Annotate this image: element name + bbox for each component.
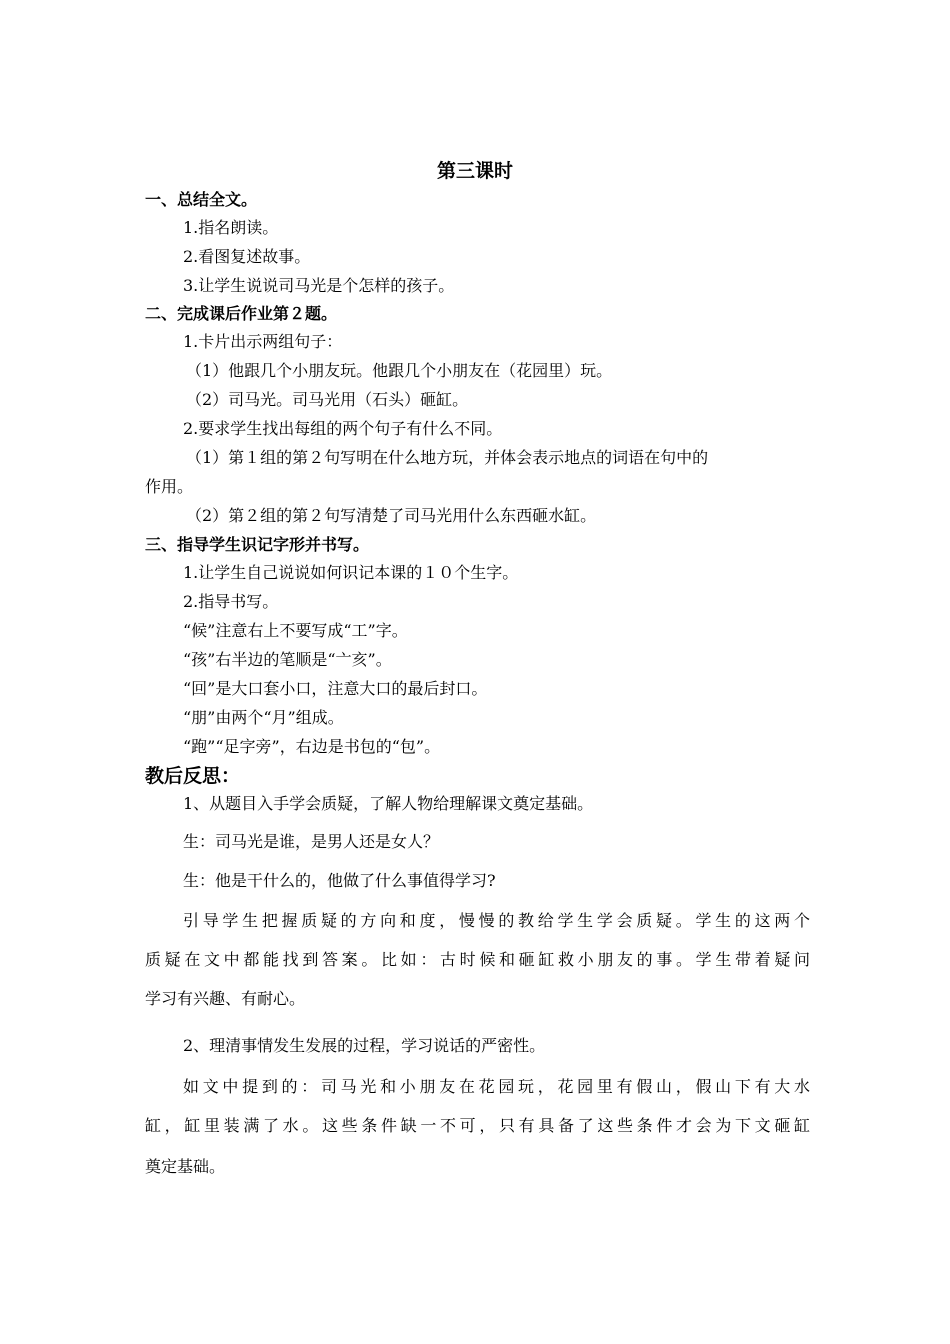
list-item: 1.让学生自己说说如何识记本课的１０个生字。 (183, 563, 519, 582)
list-item-continuation: 作用。 (145, 477, 194, 496)
list-item: （1）第１组的第２句写明在什么地方玩，并体会表示地点的词语在句中的 (186, 448, 709, 467)
list-item: “回”是大口套小口，注意大口的最后封口。 (183, 679, 488, 698)
reflection-line: 1、从题目入手学会质疑，了解人物给理解课文奠定基础。 (183, 794, 594, 813)
list-item: “候”注意右上不要写成“工”字。 (183, 621, 408, 640)
reflection-heading: 教后反思： (145, 765, 241, 787)
reflection-line: 质疑在文中都能找到答案。比如：古时候和砸缸救小朋友的事。学生带着疑问 (145, 950, 810, 969)
list-item: “孩”右半边的笔顺是“亠亥”。 (183, 650, 392, 669)
list-item: 2.要求学生找出每组的两个句子有什么不同。 (183, 419, 503, 438)
list-item: 1.卡片出示两组句子： (183, 332, 343, 351)
list-item: 3.让学生说说司马光是个怎样的孩子。 (183, 276, 455, 295)
reflection-line: 如文中提到的：司马光和小朋友在花园玩，花园里有假山，假山下有大水 (183, 1077, 810, 1096)
section-heading-2: 二、完成课后作业第２题。 (145, 304, 338, 323)
reflection-line: 学习有兴趣、有耐心。 (145, 989, 306, 1008)
reflection-line: 奠定基础。 (145, 1157, 226, 1176)
list-item: 2.指导书写。 (183, 592, 279, 611)
section-heading-3: 三、指导学生识记字形并书写。 (145, 535, 370, 554)
page-title: 第三课时 (436, 160, 513, 182)
list-item: “朋”由两个“月”组成。 (183, 708, 344, 727)
list-item: （1）他跟几个小朋友玩。他跟几个小朋友在（花园里）玩。 (186, 361, 613, 380)
section-heading-1: 一、总结全文。 (145, 190, 258, 209)
list-item: （2）司马光。司马光用（石头）砸缸。 (186, 390, 469, 409)
reflection-line: 引导学生把握质疑的方向和度，慢慢的教给学生学会质疑。学生的这两个 (183, 911, 810, 930)
list-item: “跑”“足字旁”，右边是书包的“包”。 (183, 737, 441, 756)
reflection-line: 生：司马光是谁，是男人还是女人？ (183, 832, 440, 851)
list-item: 2.看图复述故事。 (183, 247, 311, 266)
reflection-line: 缸，缸里装满了水。这些条件缺一不可，只有具备了这些条件才会为下文砸缸 (145, 1116, 810, 1135)
reflection-line: 2、理清事情发生发展的过程，学习说话的严密性。 (183, 1036, 546, 1055)
reflection-line: 生：他是干什么的，他做了什么事值得学习? (183, 871, 496, 890)
list-item: 1.指名朗读。 (183, 218, 279, 237)
list-item: （2）第２组的第２句写清楚了司马光用什么东西砸水缸。 (186, 506, 597, 525)
